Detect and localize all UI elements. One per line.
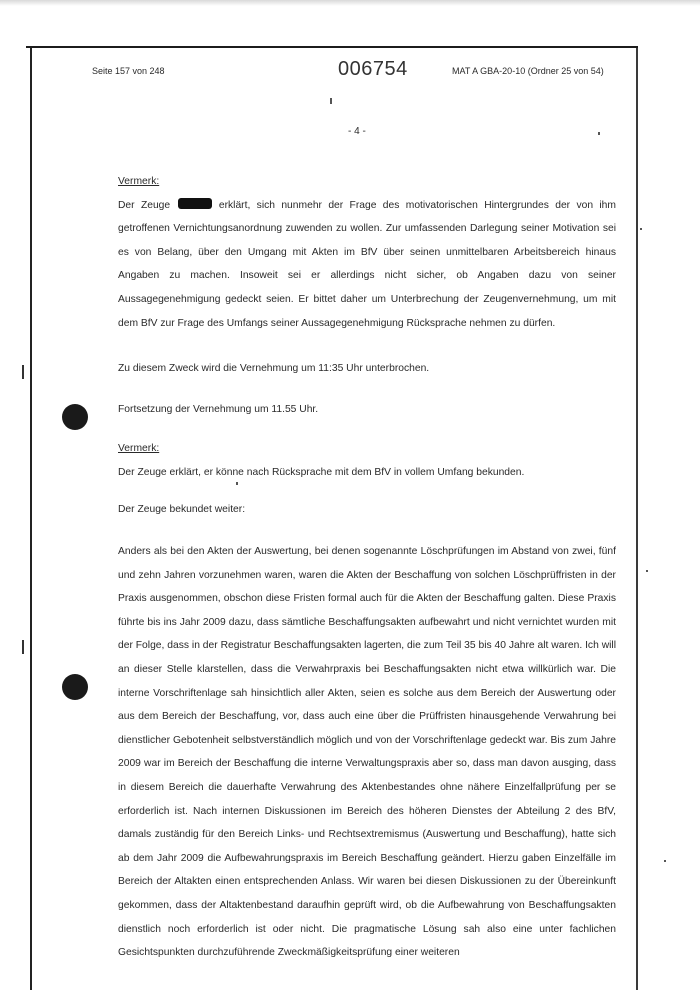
page-border-top bbox=[26, 46, 638, 48]
paragraph-vermerk-1 bbox=[118, 170, 616, 335]
header-file-reference: MAT A GBA-20-10 (Ordner 25 von 54) bbox=[452, 66, 604, 76]
scan-speck bbox=[646, 570, 648, 572]
scan-mark bbox=[22, 365, 24, 379]
redaction-block bbox=[178, 198, 212, 209]
paragraph-text: erklärt, sich nunmehr der Frage des motivatorischen Hintergrundes der von ihm getroffenen Vernichtungsanordnung zuwenden zu wollen. Zur umfassenden Darlegung seiner Motivation sei es von Belang, über den Umgang mit Akten im BfV über seinen unmittelbaren Arbeitsbereich hinaus Angaben zu machen. Insoweit sei er allerdings nicht sicher, ob Angaben dazu von seiner Aussagegenehmigung gedeckt seien. Er bittet daher um Unterbrechung der Zeugenvernehmung, um mit dem BfV zur Frage des Umfangs seiner Aussagegenehmigung Rücksprache nehmen zu dürfen. bbox=[118, 199, 616, 329]
scan-speck bbox=[330, 98, 332, 104]
paragraph-interruption: Zu diesem Zweck wird die Vernehmung um 11:35 Uhr unterbrochen. bbox=[118, 363, 430, 374]
paragraph-testimony: Anders als bei den Akten der Auswertung, bei denen sogenannte Löschprüfungen im Abstand von zwei, fünf und zehn Jahren vorzunehmen waren, waren die Akten der Beschaffung von solchen Löschprüffristen in der Praxis ausgenommen, obschon diese Fristen formal auch für die Akten der Beschaffung galten. Diese Praxis führte bis ins Jahr 2009 dazu, dass sämtliche Beschaffungsakten aufbewahrt und nicht vernichtet wurden mit der Folge, dass in der Registratur Beschaffungsakten lagerten, die zum Teil 35 bis 40 Jahre alt waren. Ich will an dieser Stelle klarstellen, dass die Verwahrpraxis bei Beschaffungsakten nicht etwa willkürlich war. Die interne Vorschriftenlage sah hinsichtlich aller Akten, seien es solche aus dem Bereich der Auswertung oder aus dem Bereich der Beschaffung, vor, dass auch eine über die Prüffristen hinausgehende Verwahrung bei dienstlicher Gebotenheit selbstverständlich möglich und von der Vorschriftenlage gedeckt war. Bis zum Jahre 2009 war im Bereich der Beschaffung die interne Verwaltungspraxis aber so, dass man davon ausging, dass in diesem Bereich die dauerhafte Verwahrung des Aktenbestandes ohne nähere Einzelfallprüfung per se erforderlich ist. Nach internen Diskussionen im Bereich des höheren Dienstes der Abteilung 2 des BfV, damals zuständig für den Bereich Links- und Rechtsextremismus (Auswertung und Beschaffung), hatte sich ab dem Jahr 2009 die Aufbewahrungspraxis im Bereich Beschaffung geändert. Hierzu gaben Einzelfälle im Bereich der Altakten einen entsprechenden Anlass. Wir waren bei diesen Diskussionen zu der Übereinkunft gekommen, dass der Altaktenbestand daraufhin geprüft wird, ob die Aufbewahrung von Beschaffungsakten dienstlich noch erforderlich ist oder nicht. Die pragmatische Lösung sah also eine unter fachlichen Gesichtspunkten durchzuführende Zweckmäßigkeitsprüfung einer weiteren bbox=[118, 546, 616, 959]
section-label: Vermerk: bbox=[118, 443, 160, 454]
paragraph-intro: Der Zeuge bekundet weiter: bbox=[118, 504, 246, 515]
document-stamp-number: 006754 bbox=[338, 58, 408, 80]
punch-hole-lower bbox=[62, 674, 88, 700]
scan-mark bbox=[22, 640, 24, 654]
scan-edge bbox=[0, 0, 700, 6]
page-number: - 4 - bbox=[348, 126, 366, 137]
punch-hole-upper bbox=[62, 404, 88, 430]
scan-speck bbox=[664, 860, 666, 862]
paragraph-text: Der Zeuge erklärt, er könne nach Rücksprache mit dem BfV in vollem Umfang bekunden. bbox=[118, 466, 525, 478]
paragraph-vermerk-2 bbox=[118, 437, 616, 484]
paragraph-text-start: Der Zeuge bbox=[118, 199, 171, 211]
section-label: Vermerk: bbox=[118, 176, 160, 187]
page-border-right bbox=[636, 48, 638, 990]
page-border-left bbox=[30, 48, 32, 990]
scan-speck bbox=[640, 228, 642, 230]
header-page-info: Seite 157 von 248 bbox=[92, 66, 165, 76]
paragraph-continuation: Fortsetzung der Vernehmung um 11.55 Uhr. bbox=[118, 404, 319, 415]
scan-speck bbox=[598, 132, 600, 135]
